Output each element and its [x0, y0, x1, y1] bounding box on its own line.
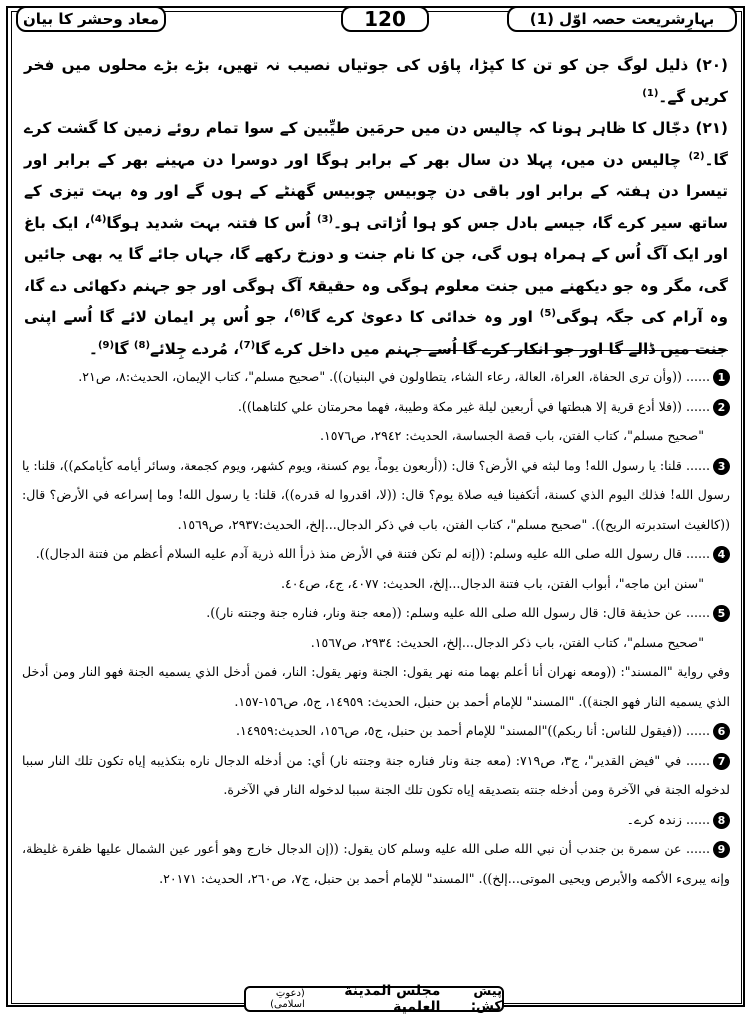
- footnote-ref: (8): [133, 339, 151, 351]
- book-title: بہارِشریعت حصہ اوّل (1): [529, 10, 715, 28]
- footnote-6: 6...... ((فيقول للناس: أنا ربكم))"المسند" للإمام أحمد بن حنبل، ج٥، ص١٥٦، الحديث:١٤٩٥٩.: [22, 716, 730, 746]
- footnote-ref: (2): [688, 150, 705, 162]
- footnote-number: 8: [713, 812, 730, 829]
- footnote-ref: (1): [642, 87, 659, 99]
- footnote-2: 2...... ((فلا أدع قرية إلا هبطتها في أربعين ليلة غير مكة وطيبة، فهما محرمتان علي كلتاهما)).: [22, 392, 730, 422]
- paragraph-21: (۲۱) دجّال کا ظاہر ہونا کہ چالیس دن میں حرمَین طیِّبین کے سوا تمام روئے زمین کا گشت کرے گا۔$^{(2)}$ چالیس دن میں، پہلا دن سال بھر کے برابر ہوگا اور دوسرا دن مہینے بھر کے برابر اور تیسرا دن ہفتہ کے برابر اور باقی دن چوبیس چوبیس گھنٹے کے ہوں گے اور وہ بہت تیزی کے ساتھ سیر کرے گا، جیسے بادل جس کو ہوا اُڑاتی ہو۔$^{(3)}$ اُس کا فتنہ بہت شدید ہوگا$^{(4)}$، ایک باغ اور ایک آگ اُس کے ہمراہ ہوں گی، جن کا نام جنت و دوزخ رکھے گا، جہاں جائے گا یہ بھی جائیں گی، مگر وہ جو دیکھنے میں جنت معلوم ہوگی وہ حقیقۃً آگ ہوگی اور جو جہنم دکھائی دے گا، وہ آرام کی جگہ ہوگی$^{(5)}$ اور وہ خدائی کا دعویٰ کرے گا$^{(6)}$، جو اُس پر ایمان لائے گا اُسے اپنی جنت میں ڈالے گا اور جو انکار کرے گا اُسے جہنم میں داخل کرے گا$^{(7)}$، مُردے جِلائے$^{(8)}$ گا$^{(9)}$۔: [24, 119, 729, 358]
- footnote-3: 3...... قلنا: يا رسول الله! وما لبثه في الأرض؟ قال: ((أربعون يوماً، يوم كسنة، ويوم كشهر، ويوم كجمعة، وسائر أيامه كأيامكم))، قلنا: يا رسول الله! فذلك اليوم الذي كسنة، أتكفينا فيه صلاة يوم؟ قال: ((لا، اقدروا له قدره))، قلنا: يا رسول الله! وما إسراعه في الأرض؟ قال: ((كالغيث استدبرته الريح)). "صحيح مسلم"، كتاب الفتن، باب في ذكر الدجال...إلخ، الحديث:٢٩٣٧، ص١٥٦٩.: [22, 457, 730, 532]
- footnote-number: 4: [713, 546, 730, 563]
- footnote-ref: (7): [239, 339, 256, 351]
- dawat-label: (دعوتِ اسلامی): [270, 988, 305, 1010]
- footnote-7: 7...... في "فيض القدير"، ج٣، ص٧١٩: (معه جنة ونار فناره جنة وجنته نار) أي: من أدخله الدجال ناره بتكذيبه إياه تكون تلك النار سببا لدخوله الجنة في الآخرة ومن أدخله جنته بتصديقه إياه تكون تلك الجنة سببا لدخوله النار في الآخرة.: [22, 752, 730, 797]
- footnote-9: 9...... عن سمرة بن جندب أن نبي الله صلى الله عليه وسلم كان يقول: ((إن الدجال خارج وهو أعور عين الشمال عليها ظفرة غليظة، وإنه يبرىء الأكمه والأبرص ويحيى الموتى...إلخ)). "المسند" للإمام أحمد بن حنبل، ج٧، ص٢٦٠، الحديث: ٢٠١٧١.: [22, 841, 730, 886]
- footnote-ref: (4): [90, 213, 107, 225]
- footnote-number: 7: [713, 753, 730, 770]
- footnote-number: 1: [713, 369, 730, 386]
- footnote-ref: (9): [97, 339, 115, 351]
- page-number: 120: [364, 7, 406, 31]
- paragraph-20: (۲۰) ذلیل لوگ جن کو تن کا کپڑا، پاؤں کی جوتیاں نصیب نہ تھیں، بڑے بڑے محلوں میں فخر کریں گے۔$^{(1)}$: [24, 56, 728, 106]
- footnote-4: 4...... قال رسول الله صلى الله عليه وسلم: ((إنه لم تكن فتنة في الأرض منذ ذرأ الله ذرية آدم عليه السلام أعظم من فتنة الدجال)).: [22, 539, 730, 569]
- publisher-name: مجلس المدينة العلمية: [344, 983, 441, 1015]
- footnote-5-variant: وفي رواية "المسند": ((ومعه نهران أنا أعلم بهما منه نهر يقول: الجنة ونهر يقول: النار، فمن أدخل الذي يسميه الجنة فهو النار ومن أدخل الذي يسميه النار فهو الجنة)). "المسند" للإمام أحمد بن حنبل، الحديث: ١٤٩٥٩، ج٥، ص١٥٦-١٥٧.: [22, 664, 730, 709]
- footnote-ref: (5): [539, 307, 556, 319]
- footnote-5-cont: "صحيح مسلم"، كتاب الفتن، باب ذكر الدجال...إلخ، الحديث: ٢٩٣٤، ص١٥٦٧.: [310, 634, 704, 650]
- footnote-number: 6: [713, 723, 730, 740]
- page-number-box: [341, 6, 429, 32]
- footnote-ref: (3): [316, 213, 334, 225]
- footnote-2-cont: "صحيح مسلم"، كتاب الفتن، باب قصة الجساسة، الحديث: ٢٩٤٢، ص١٥٧٦.: [319, 428, 704, 443]
- footnote-8: 8...... زندہ کرے۔: [22, 805, 730, 835]
- footnotes: [22, 362, 730, 893]
- footnote-number: 5: [713, 605, 730, 622]
- book-title-box: [507, 6, 737, 32]
- footnote-5: 5...... عن حذيفة قال: قال رسول الله صلى الله عليه وسلم: ((معه جنة ونار، فناره جنة وجنته نار)).: [22, 598, 730, 628]
- footnote-number: 3: [713, 458, 730, 475]
- footnote-ref: (6): [289, 307, 306, 319]
- page-header: [16, 6, 737, 34]
- footnote-number: 9: [713, 841, 730, 858]
- footnote-4-cont: "سنن ابن ماجه"، أبواب الفتن، باب فتنة الدجال...إلخ، الحديث: ٤٠٧٧، ج٤، ص٤٠٤.: [280, 575, 704, 591]
- main-text: [24, 50, 728, 365]
- footnote-divider: [420, 350, 728, 351]
- page-footer: [244, 983, 504, 1015]
- section-title-box: [16, 6, 166, 32]
- footnote-1: 1...... ((وأن ترى الحفاة، العراة، العالة، رعاء الشاء، يتطاولون في البنيان)). "صحيح مسلم"، كتاب الإيمان، الحديث:٨، ص٢١.: [22, 362, 730, 392]
- section-title: معاد وحشر کا بیان: [22, 10, 160, 28]
- presented-by: پیش کش:: [470, 984, 502, 1014]
- footnote-number: 2: [713, 399, 730, 416]
